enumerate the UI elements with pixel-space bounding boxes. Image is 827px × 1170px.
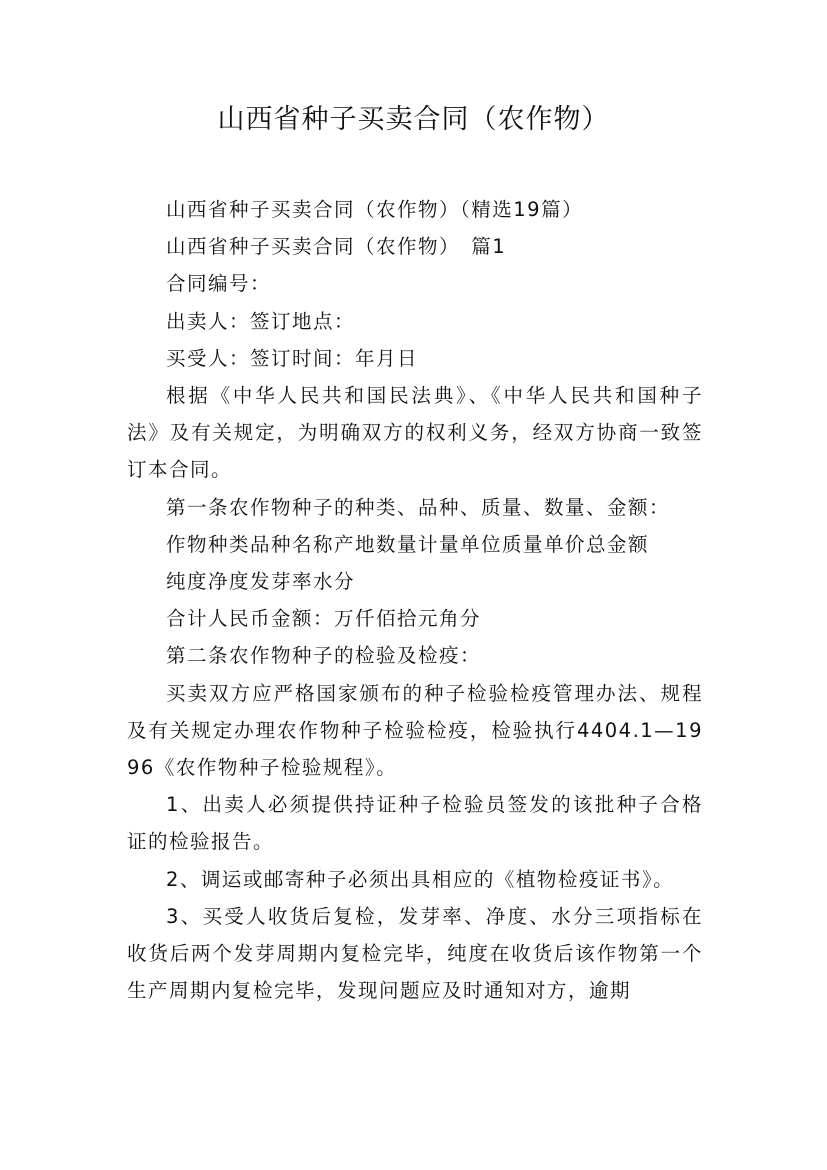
paragraph-item-1: 1、出卖人必须提供持证种子检验员签发的该批种子合格证的检验报告。 [127, 793, 703, 854]
paragraph-article-2: 第二条农作物种子的检验及检疫： [166, 644, 482, 668]
paragraph-contract-number: 合同编号： [166, 272, 272, 296]
paragraph-legal-basis: 根据《中华人民共和国民法典》、《中华人民共和国种子法》及有关规定，为明确双方的权利义务，经双方协商一致签订本合同。 [127, 384, 703, 482]
paragraph-subtitle: 山西省种子买卖合同（农作物）（精选19篇） [166, 198, 584, 221]
paragraph-item-3: 3、买受人收货后复检，发芽率、净度、水分三项指标在收货后两个发芽周期内复检完毕，纯度在收货后该作物第一个生产周期内复检完毕，发现问题应及时通知对方，逾期 [127, 904, 703, 1003]
paragraph-inspection-rules: 买卖双方应严格国家颁布的种子检验检疫管理办法、规程及有关规定办理农作物种子检验检疫，检验执行4404.1—1996《农作物种子检验规程》。 [127, 681, 703, 780]
document-body [127, 191, 703, 1009]
paragraph-quality-fields: 纯度净度发芽率水分 [166, 570, 356, 594]
document-title: 山西省种子买卖合同（农作物） [217, 104, 610, 135]
paragraph-seed-fields: 作物种类品种名称产地数量计量单位质量单价总金额 [166, 532, 650, 556]
paragraph-item-2: 2、调运或邮寄种子必须出具相应的《植物检疫证书》。 [166, 867, 675, 891]
paragraph-total-amount: 合计人民币金额：万仟佰拾元角分 [166, 607, 482, 631]
paragraph-seller: 出卖人：签订地点： [166, 309, 356, 333]
paragraph-section-heading: 山西省种子买卖合同（农作物） 篇1 [166, 235, 507, 259]
paragraph-article-1: 第一条农作物种子的种类、品种、质量、数量、金额： [166, 495, 671, 519]
paragraph-buyer: 买受人：签订时间：年月日 [166, 346, 419, 370]
